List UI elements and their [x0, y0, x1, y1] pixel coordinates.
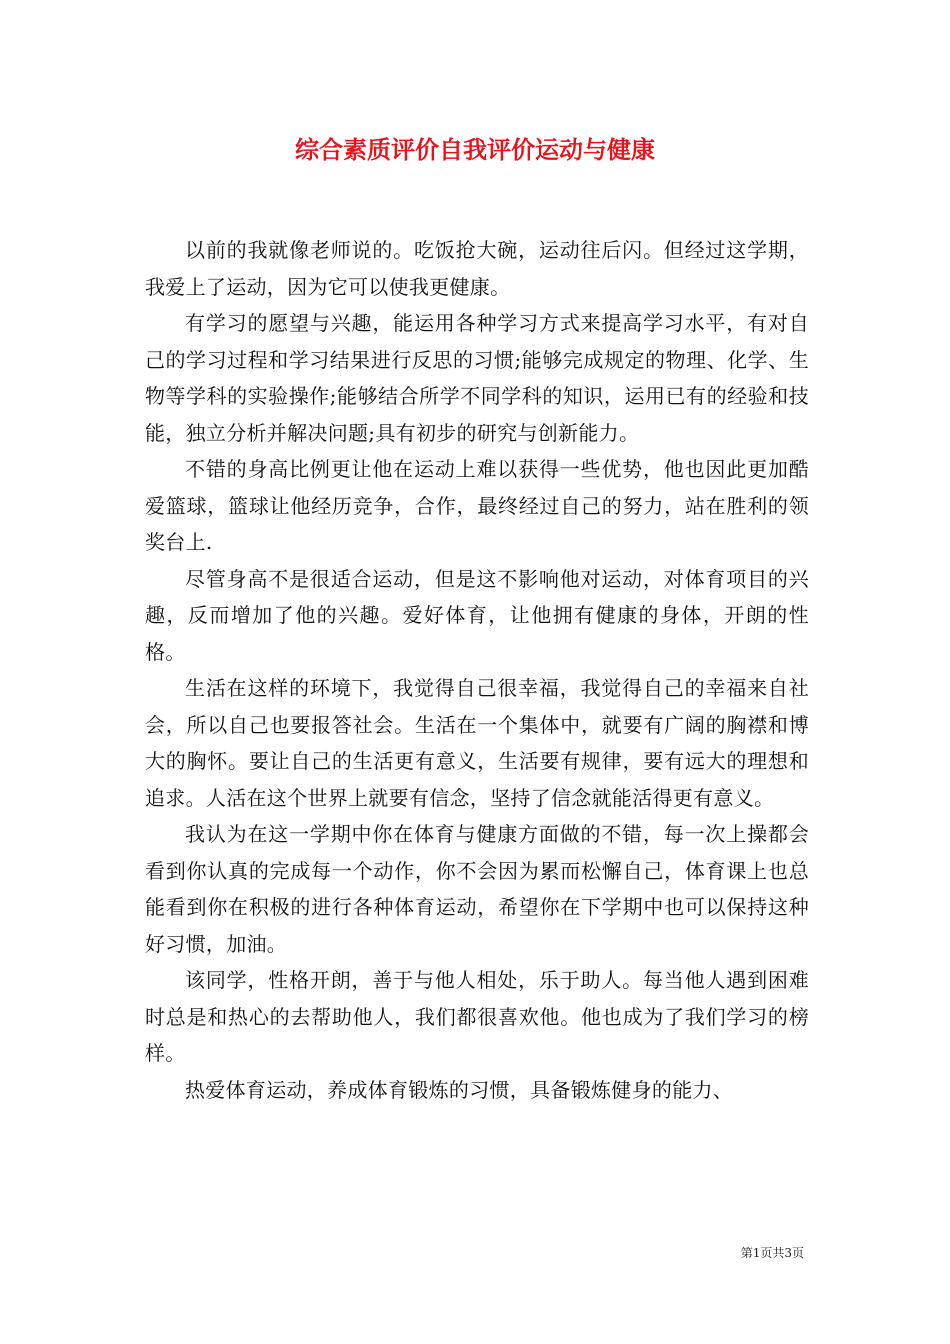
paragraph-4: 尽管身高不是很适合运动，但是这不影响他对运动，对体育项目的兴趣，反而增加了他的兴趣。爱好体育，让他拥有健康的身体，开朗的性格。	[145, 566, 809, 664]
paragraph-6: 我认为在这一学期中你在体育与健康方面做的不错，每一次上操都会看到你认真的完成每一个动作，你不会因为累而松懈自己，体育课上也总能看到你在积极的进行各种体育运动，希望你在下学期中也可以保持这种好习惯，加油。	[145, 822, 809, 956]
paragraph-3: 不错的身高比例更让他在运动上难以获得一些优势，他也因此更加酷爱篮球，篮球让他经历竞争，合作，最终经过自己的努力，站在胜利的领奖台上.	[145, 457, 809, 554]
paragraph-1: 以前的我就像老师说的。吃饭抢大碗，运动往后闪。但经过这学期，我爱上了运动，因为它可以使我更健康。	[145, 238, 809, 299]
paragraph-8: 热爱体育运动，养成体育锻炼的习惯，具备锻炼健身的能力、	[185, 1077, 734, 1102]
document-body	[145, 232, 809, 1108]
document-title: 综合素质评价自我评价运动与健康	[295, 135, 655, 164]
paragraph-7: 该同学，性格开朗，善于与他人相处，乐于助人。每当他人遇到困难时总是和热心的去帮助他人，我们都很喜欢他。他也成为了我们学习的榜样。	[145, 968, 809, 1065]
paragraph-5: 生活在这样的环境下，我觉得自己很幸福，我觉得自己的幸福来自社会，所以自己也要报答社会。生活在一个集体中，就要有广阔的胸襟和博大的胸怀。要让自己的生活更有意义，生活要有规律，要有远大的理想和追求。人活在这个世界上就要有信念，坚持了信念就能活得更有意义。	[145, 676, 809, 810]
paragraph-2: 有学习的愿望与兴趣，能运用各种学习方式来提高学习水平，有对自己的学习过程和学习结果进行反思的习惯;能够完成规定的物理、化学、生物等学科的实验操作;能够结合所学不同学科的知识，运用已有的经验和技能，独立分析并解决问题;具有初步的研究与创新能力。	[145, 311, 809, 445]
page-number: 第1页共3页	[740, 1246, 804, 1260]
